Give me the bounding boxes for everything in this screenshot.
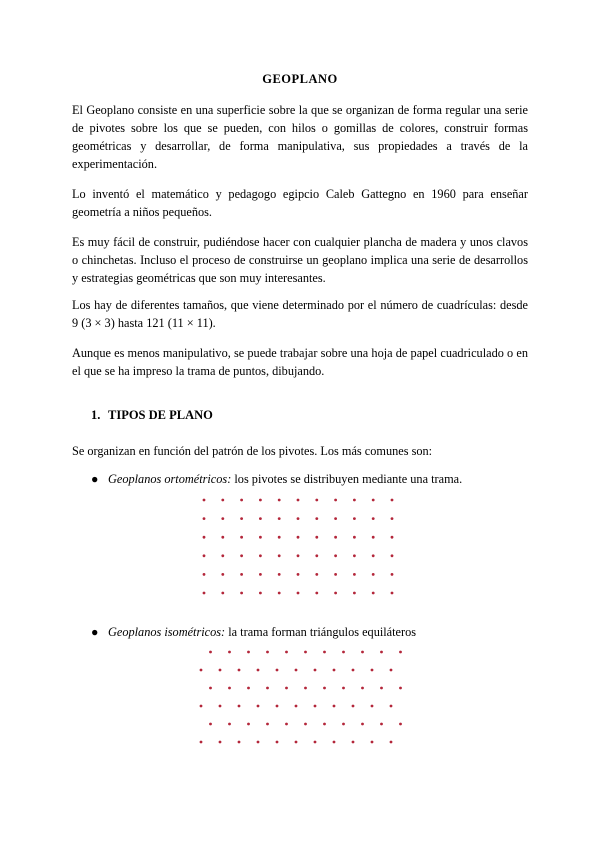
pin bbox=[276, 741, 279, 744]
pin bbox=[297, 536, 300, 539]
pin bbox=[334, 573, 337, 576]
pin bbox=[315, 573, 318, 576]
pin bbox=[391, 499, 394, 502]
pin bbox=[391, 517, 394, 520]
page-title: GEOPLANO bbox=[262, 72, 338, 86]
pin bbox=[380, 651, 383, 654]
pin bbox=[203, 536, 206, 539]
pin bbox=[371, 705, 374, 708]
pin bbox=[259, 536, 262, 539]
pin bbox=[361, 651, 364, 654]
pin bbox=[334, 499, 337, 502]
pin bbox=[247, 651, 250, 654]
paragraph-paper: Aunque es menos manipulativo, se puede trabajar sobre una hoja de papel cuadriculado o en el que se ha impreso la trama de puntos, dibujando. bbox=[72, 346, 528, 378]
pin bbox=[372, 499, 375, 502]
pin bbox=[200, 741, 203, 744]
pin bbox=[240, 517, 243, 520]
pin bbox=[334, 554, 337, 557]
pin bbox=[352, 741, 355, 744]
pin bbox=[372, 592, 375, 595]
pin bbox=[399, 651, 402, 654]
pin bbox=[333, 669, 336, 672]
pin bbox=[200, 705, 203, 708]
pin bbox=[278, 499, 281, 502]
pin bbox=[353, 499, 356, 502]
pin bbox=[304, 723, 307, 726]
pin bbox=[221, 554, 224, 557]
pin bbox=[278, 592, 281, 595]
pin bbox=[228, 687, 231, 690]
pin bbox=[276, 669, 279, 672]
pin bbox=[259, 554, 262, 557]
pin bbox=[297, 592, 300, 595]
pin bbox=[315, 554, 318, 557]
pin bbox=[295, 669, 298, 672]
pin bbox=[259, 499, 262, 502]
pin bbox=[352, 669, 355, 672]
pin bbox=[352, 705, 355, 708]
pin bbox=[361, 687, 364, 690]
pin bbox=[221, 536, 224, 539]
pin bbox=[391, 573, 394, 576]
pin bbox=[315, 499, 318, 502]
pin bbox=[259, 592, 262, 595]
pin bbox=[391, 536, 394, 539]
pin bbox=[285, 723, 288, 726]
pin bbox=[238, 669, 241, 672]
pin bbox=[228, 651, 231, 654]
pin bbox=[240, 554, 243, 557]
pin bbox=[203, 499, 206, 502]
pin bbox=[353, 554, 356, 557]
pin bbox=[228, 723, 231, 726]
pin bbox=[259, 573, 262, 576]
pin bbox=[276, 705, 279, 708]
pin bbox=[323, 651, 326, 654]
pin bbox=[372, 517, 375, 520]
pin bbox=[240, 573, 243, 576]
pin bbox=[203, 573, 206, 576]
pin bbox=[323, 687, 326, 690]
pin bbox=[334, 536, 337, 539]
pin bbox=[304, 651, 307, 654]
pin bbox=[390, 705, 393, 708]
pin bbox=[353, 573, 356, 576]
pin bbox=[333, 741, 336, 744]
pin bbox=[221, 573, 224, 576]
pin bbox=[371, 669, 374, 672]
pin bbox=[315, 536, 318, 539]
pin bbox=[342, 651, 345, 654]
bullet-text: los pivotes se distribuyen mediante una trama. bbox=[231, 472, 463, 486]
pin bbox=[219, 669, 222, 672]
pin bbox=[278, 517, 281, 520]
isometric-pin-grid bbox=[200, 651, 402, 744]
pin bbox=[380, 723, 383, 726]
pin bbox=[297, 499, 300, 502]
bullet-term: Geoplanos ortométricos: bbox=[108, 472, 232, 486]
bullet-marker: ● bbox=[91, 625, 99, 639]
pin bbox=[219, 741, 222, 744]
pin bbox=[399, 723, 402, 726]
pin bbox=[315, 592, 318, 595]
pin bbox=[353, 592, 356, 595]
pin bbox=[304, 687, 307, 690]
pin bbox=[372, 536, 375, 539]
pin bbox=[221, 517, 224, 520]
pin bbox=[390, 669, 393, 672]
paragraph-sizes: Los hay de diferentes tamaños, que viene determinado por el número de cuadrículas: desde 9 (3 × 3) hasta 121 (11 × 11). bbox=[72, 298, 528, 330]
pin bbox=[247, 687, 250, 690]
pin bbox=[240, 592, 243, 595]
pin bbox=[285, 651, 288, 654]
pin bbox=[314, 741, 317, 744]
pin bbox=[353, 536, 356, 539]
pin bbox=[295, 705, 298, 708]
paragraph-inventor: Lo inventó el matemático y pedagogo egipcio Caleb Gattegno en 1960 para enseñar geometría a niños pequeños. bbox=[72, 187, 528, 219]
pin bbox=[342, 723, 345, 726]
pin bbox=[209, 651, 212, 654]
pin bbox=[219, 705, 222, 708]
pin bbox=[295, 741, 298, 744]
pin bbox=[391, 592, 394, 595]
pin bbox=[372, 573, 375, 576]
paragraph-intro: Se organizan en función del patrón de los pivotes. Los más comunes son: bbox=[72, 444, 433, 458]
pin bbox=[240, 536, 243, 539]
pin bbox=[238, 705, 241, 708]
pin bbox=[380, 687, 383, 690]
pin bbox=[257, 741, 260, 744]
pin bbox=[278, 573, 281, 576]
pin bbox=[391, 554, 394, 557]
pin bbox=[315, 517, 318, 520]
pin bbox=[278, 536, 281, 539]
pin bbox=[257, 705, 260, 708]
pin bbox=[266, 687, 269, 690]
pin bbox=[259, 517, 262, 520]
pin bbox=[266, 723, 269, 726]
orthometric-pin-grid bbox=[203, 499, 394, 595]
pin bbox=[372, 554, 375, 557]
paragraph-definition: El Geoplano consiste en una superficie sobre la que se organizan de forma regular una serie de pivotes sobre los que se pueden, con hilos o gomillas de colores, construir formas geométricas y desarrollar, de forma manipulativa, sus propiedades a través de la experimentación. bbox=[72, 103, 528, 171]
pin bbox=[247, 723, 250, 726]
pin bbox=[297, 573, 300, 576]
pin bbox=[361, 723, 364, 726]
pin bbox=[297, 554, 300, 557]
pin bbox=[278, 554, 281, 557]
pin bbox=[314, 705, 317, 708]
pin bbox=[203, 554, 206, 557]
pin bbox=[221, 592, 224, 595]
pin bbox=[342, 687, 345, 690]
pin bbox=[257, 669, 260, 672]
pin bbox=[285, 687, 288, 690]
pin bbox=[323, 723, 326, 726]
pin bbox=[238, 741, 241, 744]
pin bbox=[209, 687, 212, 690]
pin bbox=[390, 741, 393, 744]
bullet-term: Geoplanos isométricos: bbox=[108, 625, 226, 639]
pin bbox=[297, 517, 300, 520]
pin bbox=[200, 669, 203, 672]
paragraph-construction: Es muy fácil de construir, pudiéndose hacer con cualquier plancha de madera y unos clavos o chinchetas. Incluso el proceso de construirse un geoplano implica una serie de desarrollos y estrategias geométricas que son muy interesantes. bbox=[72, 235, 528, 285]
pin bbox=[334, 592, 337, 595]
pin bbox=[221, 499, 224, 502]
pin bbox=[209, 723, 212, 726]
pin bbox=[203, 592, 206, 595]
bullet-text: la trama forman triángulos equiláteros bbox=[225, 625, 417, 639]
pin bbox=[371, 741, 374, 744]
pin bbox=[266, 651, 269, 654]
pin bbox=[240, 499, 243, 502]
bullet-marker: ● bbox=[91, 472, 99, 486]
pin bbox=[314, 669, 317, 672]
pin bbox=[333, 705, 336, 708]
section-number: 1. bbox=[91, 408, 101, 422]
section-title: TIPOS DE PLANO bbox=[108, 408, 213, 422]
pin bbox=[203, 517, 206, 520]
pin bbox=[334, 517, 337, 520]
pin bbox=[399, 687, 402, 690]
pin bbox=[353, 517, 356, 520]
